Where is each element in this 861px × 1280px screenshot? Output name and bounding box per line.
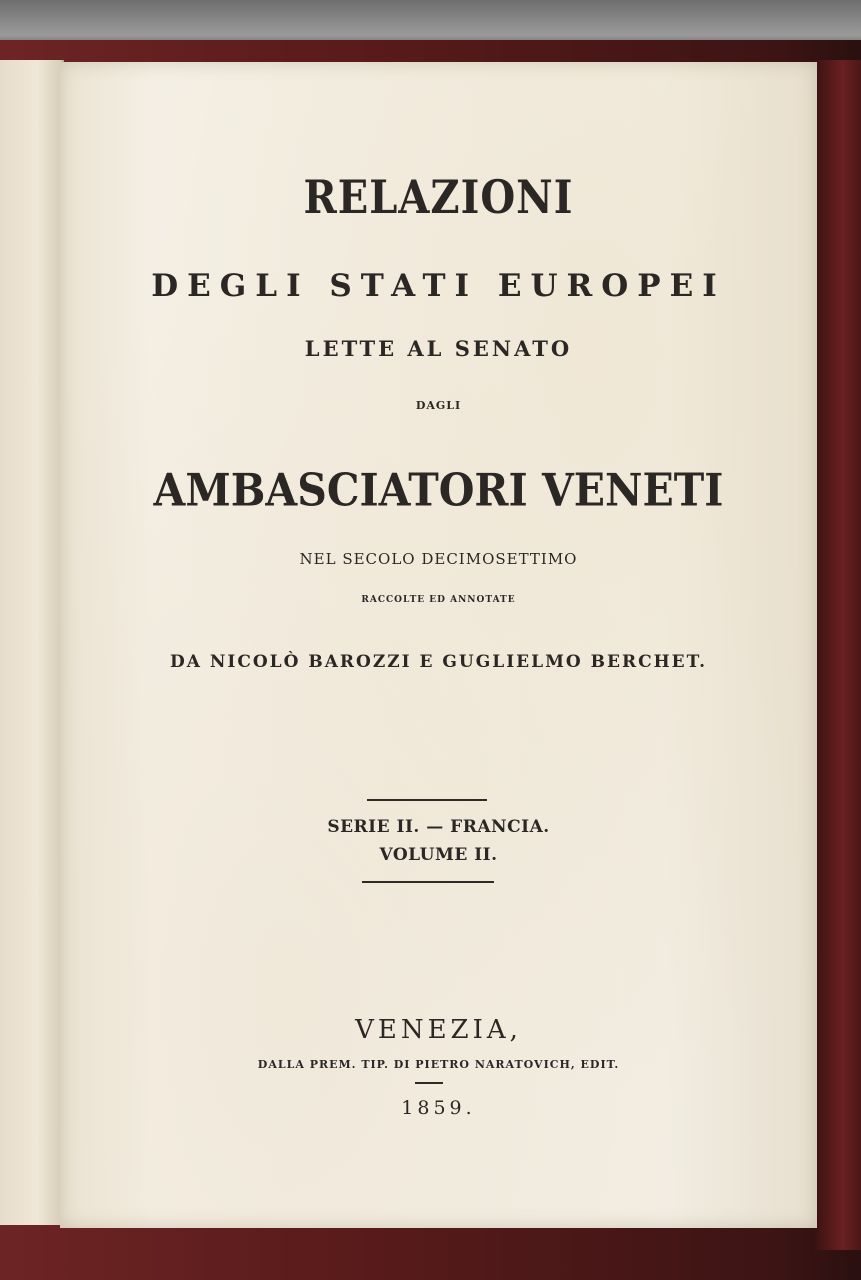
series-line: SERIE II. — FRANCIA. — [327, 817, 550, 837]
cover-edge — [815, 60, 861, 1250]
divider-rule — [367, 799, 487, 801]
printer-line: DALLA PREM. TIP. DI PIETRO NARATOVICH, EDIT. — [257, 1058, 620, 1071]
authors-group-title: AMBASCIATORI VENETI — [153, 463, 724, 517]
editors-line: DA NICOLÒ BAROZZI E GUGLIELMO BERCHET. — [169, 652, 708, 672]
publication-place: VENEZIA, — [355, 1015, 522, 1045]
book-subtitle: DEGLI STATI EUROPEI — [151, 268, 726, 304]
divider-rule — [362, 881, 494, 883]
volume-line: VOLUME II. — [379, 845, 498, 865]
page-stack-edge — [0, 60, 64, 1225]
read-to-senate-line: LETTE AL SENATO — [304, 336, 573, 361]
short-rule — [415, 1082, 443, 1084]
title-page — [60, 62, 817, 1228]
publication-year: 1859. — [401, 1097, 476, 1119]
book-title: RELAZIONI — [303, 170, 574, 225]
by-line: DAGLI — [415, 399, 462, 412]
century-line: NEL SECOLO DECIMOSETTIMO — [299, 550, 578, 568]
collected-annotated-line: RACCOLTE ED ANNOTATE — [361, 595, 516, 605]
